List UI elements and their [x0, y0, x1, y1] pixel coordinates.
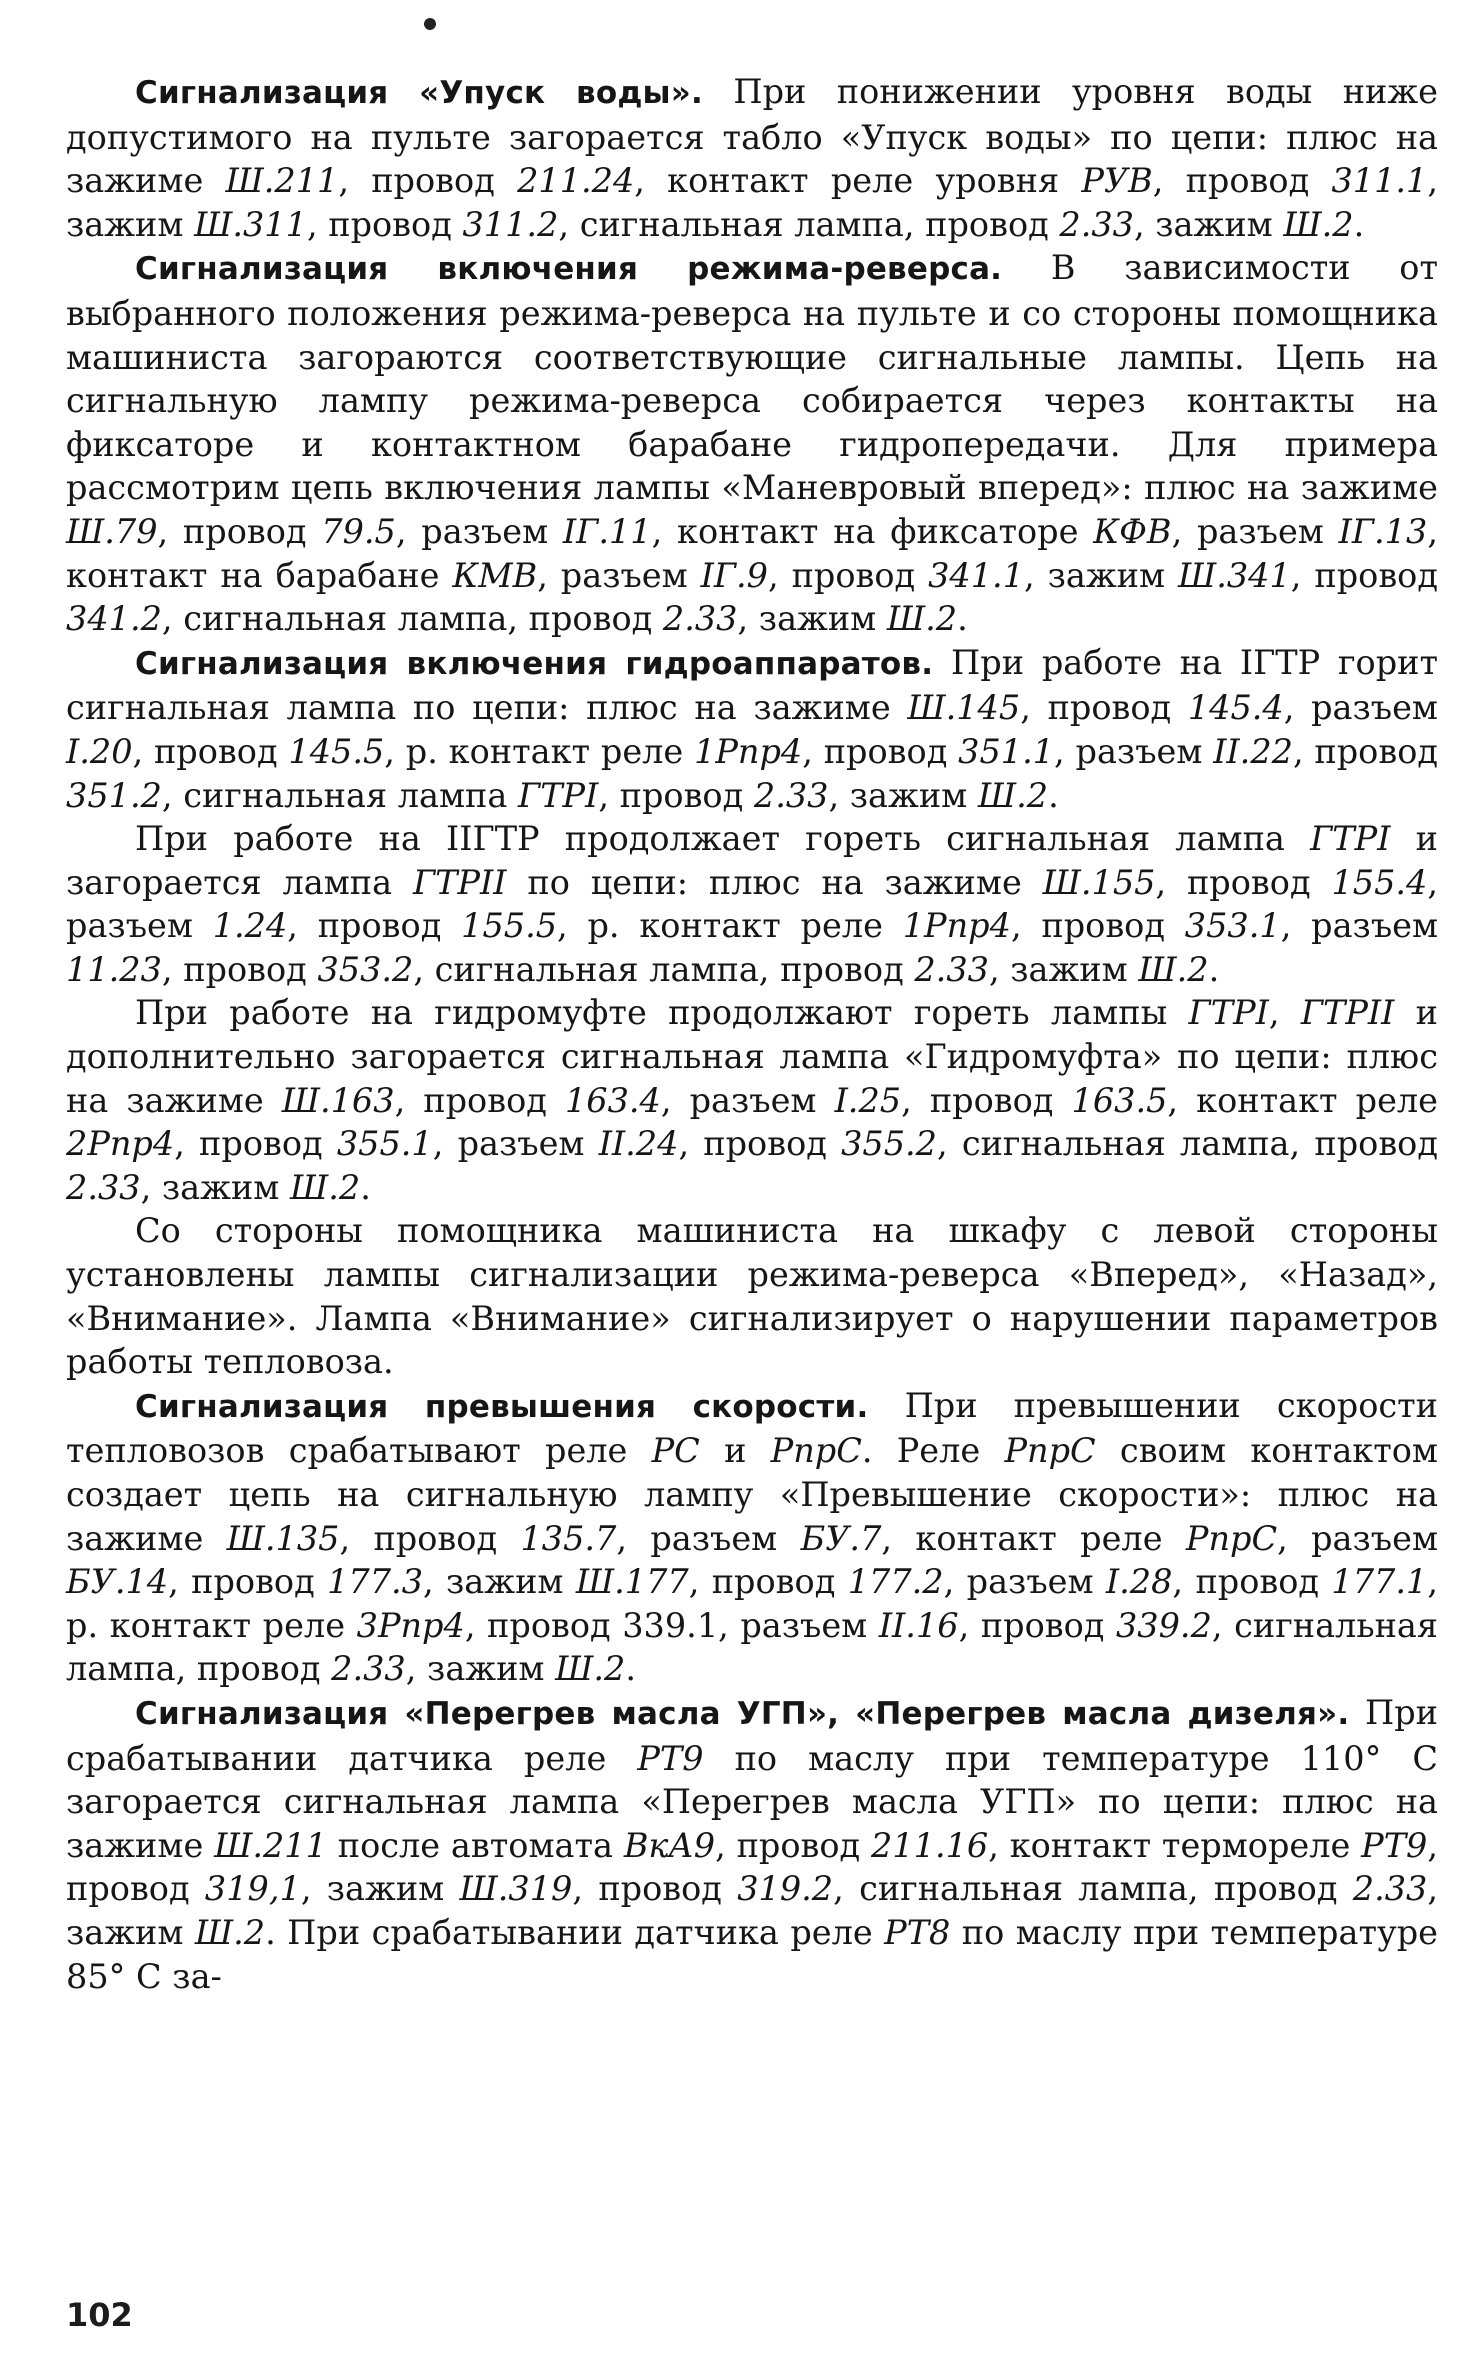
circuit-reference: РпрС — [770, 1431, 862, 1471]
page-body — [66, 70, 1438, 1998]
circuit-reference: 155.4 — [1331, 862, 1428, 902]
circuit-reference: 177.3 — [327, 1562, 424, 1602]
circuit-reference: 351.1 — [958, 731, 1055, 771]
circuit-reference: 355.1 — [336, 1124, 433, 1164]
circuit-reference: 211.16 — [871, 1825, 989, 1865]
section-heading: Сигнализация включения гидроаппаратов. — [135, 645, 934, 682]
circuit-reference: КФВ — [1093, 511, 1172, 551]
paragraph: Сигнализация включения гидроаппаратов. При работе на IГТР горит сигнальная лампа по цепи: плюс на зажиме Ш.145, провод 145.4, разъем I.20, провод 145.5, р. контакт реле 1Рпр4, провод 351.1, разъем II.22, провод 351.2, сигнальная лампа ГТРI, провод 2.33, зажим Ш.2. — [66, 642, 1439, 815]
circuit-reference: Ш.2 — [290, 1167, 361, 1207]
circuit-reference: Ш.319 — [459, 1869, 573, 1909]
circuit-reference: 1Рпр4 — [694, 731, 803, 771]
section-heading: Сигнализация «Упуск воды». — [135, 75, 703, 111]
paragraph: При работе на гидромуфте продолжают гореть лампы ГТРI, ГТРII и дополнительно загорается сигнальная лампа «Гидромуфта» по цепи: плюс на зажиме Ш.163, провод 163.4, разъем I.25, провод 163.5, контакт реле 2Рпр4, провод 355.1, разъем II.24, провод 355.2, сигнальная лампа, провод 2.33, зажим Ш.2. — [66, 993, 1438, 1207]
paragraph: Сигнализация «Перегрев масла УГП», «Перегрев масла дизеля». При срабатывании датчика реле РТ9 по маслу при температуре 110° С загорается сигнальная лампа «Перегрев масла УГП» по цепи: плюс на зажиме Ш.211 после автомата ВкА9, провод 211.16, контакт термореле РТ9, провод 319,1, зажим Ш.319, провод 319.2, сигнальная лампа, провод 2.33, зажим Ш.2. При срабатывании датчика реле РТ8 по маслу при температуре 85° С за- — [66, 1692, 1439, 1996]
circuit-reference: 135.7 — [520, 1518, 617, 1558]
circuit-reference: РТ9 — [1361, 1825, 1428, 1865]
circuit-reference: 311.2 — [462, 204, 559, 244]
circuit-reference: Ш.135 — [226, 1518, 340, 1558]
circuit-reference: IГ.9 — [700, 555, 768, 595]
circuit-reference: Ш.311 — [194, 204, 307, 244]
page-number: 102 — [66, 2296, 133, 2334]
circuit-reference: ГТРII — [412, 862, 507, 902]
circuit-reference: Ш.2 — [194, 1912, 266, 1952]
circuit-reference: Ш.2 — [886, 599, 958, 639]
circuit-reference: Ш.2 — [555, 1649, 626, 1689]
circuit-reference: 2.33 — [1352, 1869, 1428, 1909]
circuit-reference: РТ9 — [637, 1738, 704, 1778]
circuit-reference: 2Рпр4 — [66, 1124, 175, 1164]
circuit-reference: 2.33 — [1059, 204, 1134, 244]
circuit-reference: 79.5 — [321, 511, 396, 551]
circuit-reference: II.24 — [598, 1124, 679, 1164]
circuit-reference: 351.2 — [66, 775, 162, 815]
section-heading: Сигнализация включения режима-реверса. — [135, 251, 1003, 288]
circuit-reference: 2.33 — [914, 949, 989, 989]
circuit-reference: РУВ — [1081, 161, 1153, 201]
section-heading: Сигнализация превышения скорости. — [135, 1388, 869, 1425]
circuit-reference: 2.33 — [753, 775, 829, 815]
circuit-reference: РТ8 — [884, 1912, 951, 1952]
circuit-reference: 353.2 — [317, 949, 414, 989]
circuit-reference: 177.1 — [1331, 1562, 1428, 1602]
circuit-reference: II.16 — [878, 1605, 959, 1645]
circuit-reference: 145.5 — [288, 731, 385, 771]
printer-mark — [422, 16, 437, 31]
circuit-reference: 2.33 — [331, 1649, 406, 1689]
circuit-reference: 2.33 — [66, 1167, 141, 1207]
circuit-reference: 339.2 — [1115, 1605, 1212, 1645]
circuit-reference: 3Рпр4 — [356, 1605, 465, 1645]
circuit-reference: БУ.7 — [800, 1518, 882, 1558]
circuit-reference: Ш.163 — [281, 1080, 395, 1120]
circuit-reference: 355.2 — [841, 1124, 937, 1164]
circuit-reference: 1.24 — [212, 906, 288, 946]
circuit-reference: 2.33 — [662, 599, 738, 639]
circuit-reference: IГ.11 — [562, 511, 652, 551]
circuit-reference: Ш.211 — [225, 161, 339, 201]
circuit-reference: ГТРI — [1188, 993, 1269, 1033]
circuit-reference: 341.2 — [66, 599, 162, 639]
circuit-reference: Ш.341 — [1177, 555, 1291, 595]
section-heading: Сигнализация «Перегрев масла УГП», «Перегрев масла дизеля». — [135, 1695, 1350, 1732]
paragraph: Со стороны помощника машиниста на шкафу с левой стороны установлены лампы сигнализации режима-реверса «Вперед», «Назад», «Внимание». Лампа «Внимание» сигнализирует о нарушении параметров работы тепловоза. — [66, 1211, 1438, 1382]
circuit-reference: 319.2 — [737, 1869, 834, 1909]
circuit-reference: Ш.2 — [1283, 204, 1354, 244]
circuit-reference: Ш.2 — [977, 775, 1049, 815]
circuit-reference: 163.5 — [1071, 1080, 1168, 1120]
circuit-reference: ГТРI — [1310, 819, 1391, 859]
circuit-reference: IГ.13 — [1338, 511, 1428, 551]
circuit-reference: 11.23 — [66, 949, 162, 989]
circuit-reference: 145.4 — [1187, 688, 1284, 728]
circuit-reference: 177.2 — [847, 1562, 944, 1602]
circuit-reference: II.22 — [1213, 731, 1293, 771]
circuit-reference: КМВ — [452, 555, 538, 595]
circuit-reference: ГТРI — [518, 775, 599, 815]
circuit-reference: БУ.14 — [66, 1562, 169, 1602]
circuit-reference: I.25 — [834, 1080, 902, 1120]
circuit-reference: Ш.79 — [66, 511, 158, 551]
circuit-reference: ВкА9 — [623, 1825, 716, 1865]
circuit-reference: ГТРII — [1300, 993, 1395, 1033]
circuit-reference: 353.1 — [1184, 906, 1281, 946]
circuit-reference: 341.1 — [928, 555, 1025, 595]
paragraph: При работе на IIГТР продолжает гореть сигнальная лампа ГТРI и загорается лампа ГТРII по цепи: плюс на зажиме Ш.155, провод 155.4, разъем 1.24, провод 155.5, р. контакт реле 1Рпр4, провод 353.1, разъем 11.23, провод 353.2, сигнальная лампа, провод 2.33, зажим Ш.2. — [66, 819, 1439, 989]
circuit-reference: I.20 — [66, 731, 133, 771]
paragraph: Сигнализация включения режима-реверса. В зависимости от выбранного положения режима-реверса на пульте и со стороны помощника машиниста загораются соответствующие сигнальные лампы. Цепь на сигнальную лампу режима-реверса собирается через контакты на фиксаторе и контактном барабане гидропередачи. Для примера рассмотрим цепь включения лампы «Маневровый вперед»: плюс на зажиме Ш.79, провод 79.5, разъем IГ.11, контакт на фиксаторе КФВ, разъем IГ.13, контакт на барабане КМВ, разъем IГ.9, провод 341.1, зажим Ш.341, провод 341.2, сигнальная лампа, провод 2.33, зажим Ш.2. — [66, 248, 1439, 639]
circuit-reference: 311.1 — [1331, 161, 1428, 201]
circuit-reference: 211.24 — [517, 161, 635, 201]
circuit-reference: 163.4 — [564, 1080, 661, 1120]
circuit-reference: 155.5 — [461, 906, 558, 946]
paragraph: Сигнализация «Упуск воды». При понижении уровня воды ниже допустимого на пульте загорается табло «Упуск воды» по цепи: плюс на зажиме Ш.211, провод 211.24, контакт реле уровня РУВ, провод 311.1, зажим Ш.311, провод 311.2, сигнальная лампа, провод 2.33, зажим Ш.2. — [66, 72, 1439, 244]
circuit-reference: РпрС — [1004, 1431, 1096, 1471]
circuit-reference: 319,1 — [204, 1869, 301, 1909]
circuit-reference: Ш.177 — [575, 1562, 689, 1602]
circuit-reference: PC — [651, 1431, 700, 1471]
paragraph: Сигнализация превышения скорости. При превышении скорости тепловозов срабатывают реле PC и РпрС. Реле РпрС своим контактом создает цепь на сигнальную лампу «Превышение скорости»: плюс на зажиме Ш.135, провод 135.7, разъем БУ.7, контакт реле РпрС, разъем БУ.14, провод 177.3, зажим Ш.177, провод 177.2, разъем I.28, провод 177.1, р. контакт реле 3Рпр4, провод 339.1, разъем II.16, провод 339.2, сигнальная лампа, провод 2.33, зажим Ш.2. — [66, 1385, 1439, 1689]
circuit-reference: I.28 — [1105, 1562, 1173, 1602]
circuit-reference: Ш.2 — [1138, 949, 1209, 989]
circuit-reference: Ш.211 — [214, 1825, 327, 1865]
circuit-reference: 1Рпр4 — [902, 906, 1011, 946]
circuit-reference: Ш.145 — [907, 688, 1021, 728]
circuit-reference: РпрС — [1185, 1518, 1278, 1558]
circuit-reference: Ш.155 — [1042, 862, 1156, 902]
